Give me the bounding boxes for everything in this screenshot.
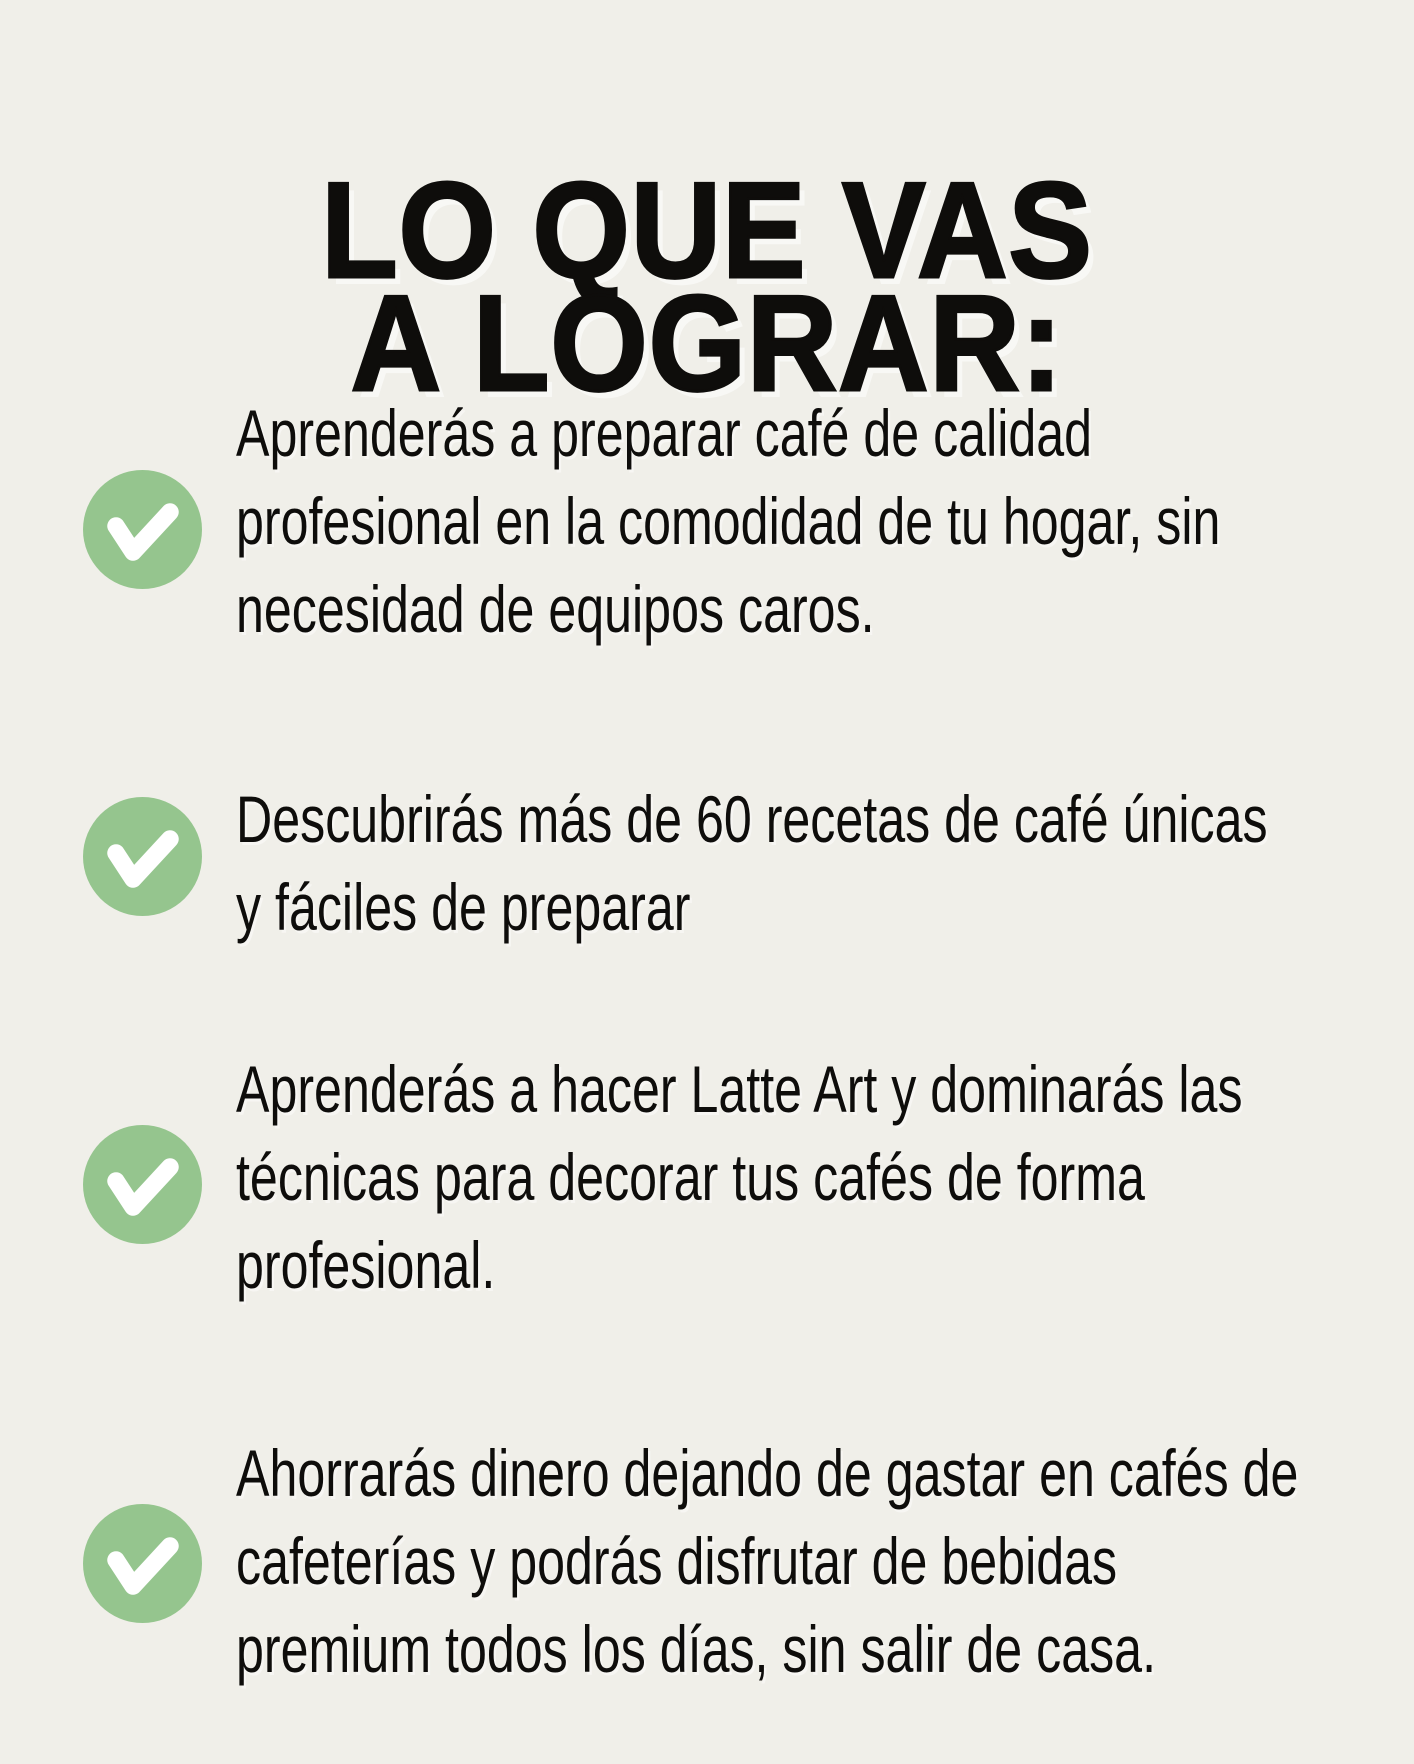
page-title-line-1: LO QUE VAS bbox=[321, 154, 1093, 307]
list-item-line: y fáciles de preparar bbox=[236, 870, 691, 944]
check-icon bbox=[83, 470, 202, 589]
list-item bbox=[236, 389, 1414, 653]
check-icon bbox=[83, 797, 202, 916]
list-item-line: necesidad de equipos caros. bbox=[236, 572, 875, 646]
page-title-line-2: A LOGRAR: bbox=[350, 267, 1064, 420]
check-icon bbox=[83, 1504, 202, 1623]
list-item-line: Aprenderás a preparar café de calidad bbox=[236, 396, 1093, 470]
list-item bbox=[236, 1429, 1414, 1693]
list-item-line: técnicas para decorar tus cafés de forma bbox=[236, 1140, 1145, 1214]
list-item bbox=[236, 775, 1414, 951]
check-icon bbox=[83, 1125, 202, 1244]
list-item-line: profesional. bbox=[236, 1228, 496, 1302]
list-item-line: Descubrirás más de 60 recetas de café únicas bbox=[236, 782, 1268, 856]
list-item-line: premium todos los días, sin salir de casa. bbox=[236, 1612, 1157, 1686]
list-item-line: profesional en la comodidad de tu hogar, sin bbox=[236, 484, 1221, 558]
page-title bbox=[0, 154, 1414, 420]
list-item-line: cafeterías y podrás disfrutar de bebidas bbox=[236, 1524, 1118, 1598]
list-item bbox=[236, 1045, 1414, 1309]
list-item-line: Aprenderás a hacer Latte Art y dominarás las bbox=[236, 1052, 1243, 1126]
list-item-line: Ahorrarás dinero dejando de gastar en cafés de bbox=[236, 1436, 1299, 1510]
